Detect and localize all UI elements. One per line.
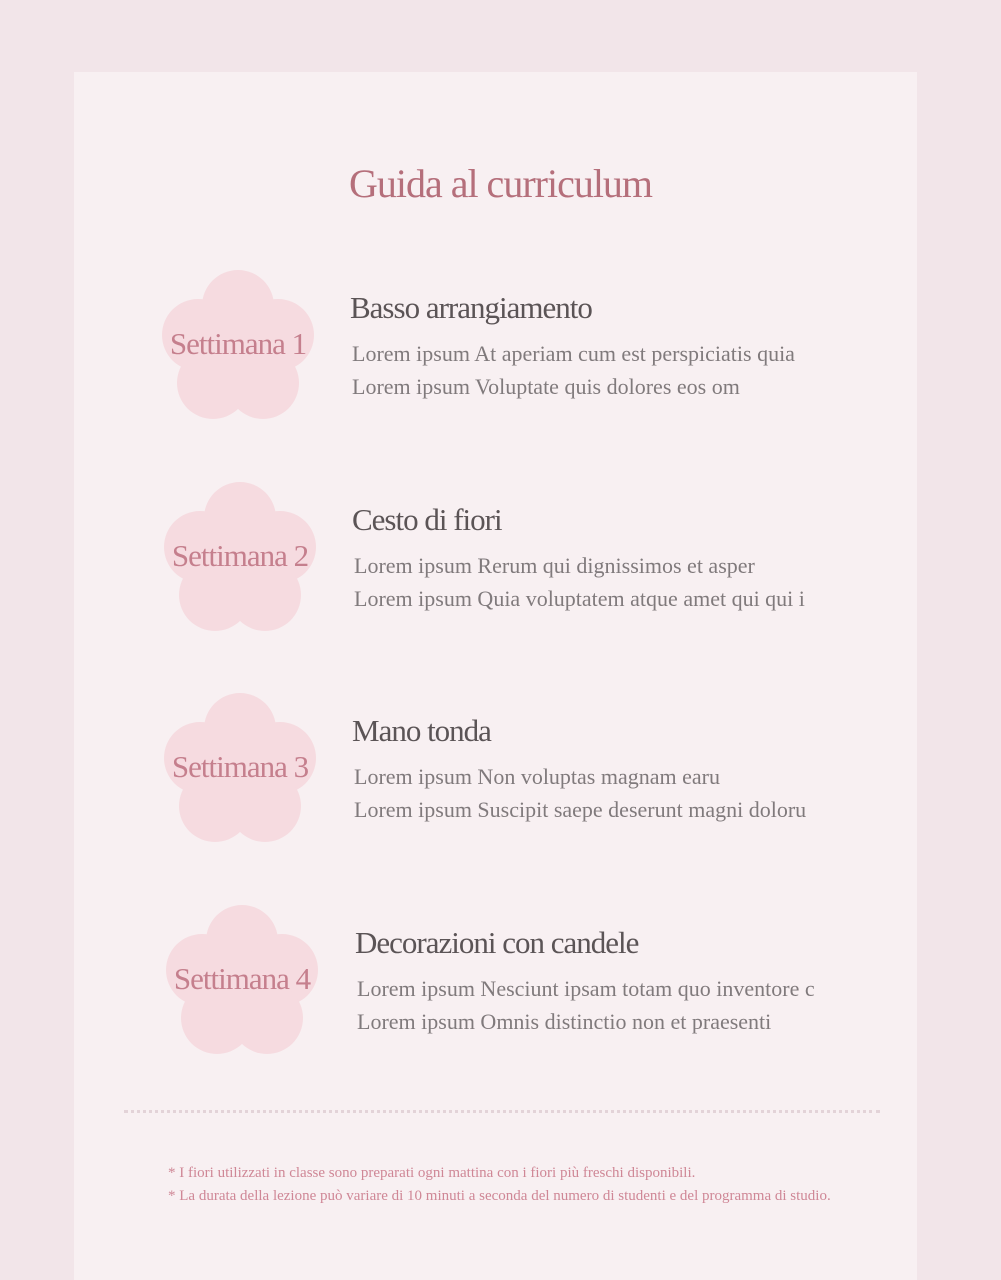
description-line: Lorem ipsum Quia voluptatem atque amet qui qui i [354,586,805,611]
week-title: Basso arrangiamento [350,290,592,325]
footnote: * La durata della lezione può variare di 10 minuti a seconda del numero di studenti e del programma di studio. [168,1188,831,1204]
week-label: Settimana 2 [171,538,309,573]
week-title: Cesto di fiori [352,502,502,537]
description-line: Lorem ipsum Omnis distinctio non et praesenti [357,1009,772,1034]
description-line: Lorem ipsum Rerum qui dignissimos et asper [354,553,755,578]
flower-icon [160,480,320,640]
week-description [357,972,815,1038]
week-label: Settimana 4 [173,961,311,996]
description-line: Lorem ipsum Suscipit saepe deserunt magni doloru [354,797,807,822]
footnote: * I fiori utilizzati in classe sono preparati ogni mattina con i fiori più freschi disponibili. [168,1165,696,1181]
week-label: Settimana 1 [169,326,307,361]
description-line: Lorem ipsum At aperiam cum est perspiciatis quia [352,341,795,366]
description-line: Lorem ipsum Non voluptas magnam earu [354,764,720,789]
week-title: Mano tonda [352,713,491,748]
week-description [352,337,795,403]
footnotes [168,1162,831,1208]
description-line: Lorem ipsum Voluptate quis dolores eos om [352,374,740,399]
page-title: Guida al curriculum [348,161,653,206]
flower-icon [160,691,320,851]
description-line: Lorem ipsum Nesciunt ipsam totam quo inventore c [357,976,815,1001]
week-description [354,549,805,615]
dotted-divider [124,1110,880,1113]
week-description [354,760,806,826]
flower-icon [158,268,318,428]
week-title: Decorazioni con candele [355,925,639,960]
week-label: Settimana 3 [171,749,309,784]
curriculum-card [74,72,917,1280]
flower-icon [162,903,322,1063]
